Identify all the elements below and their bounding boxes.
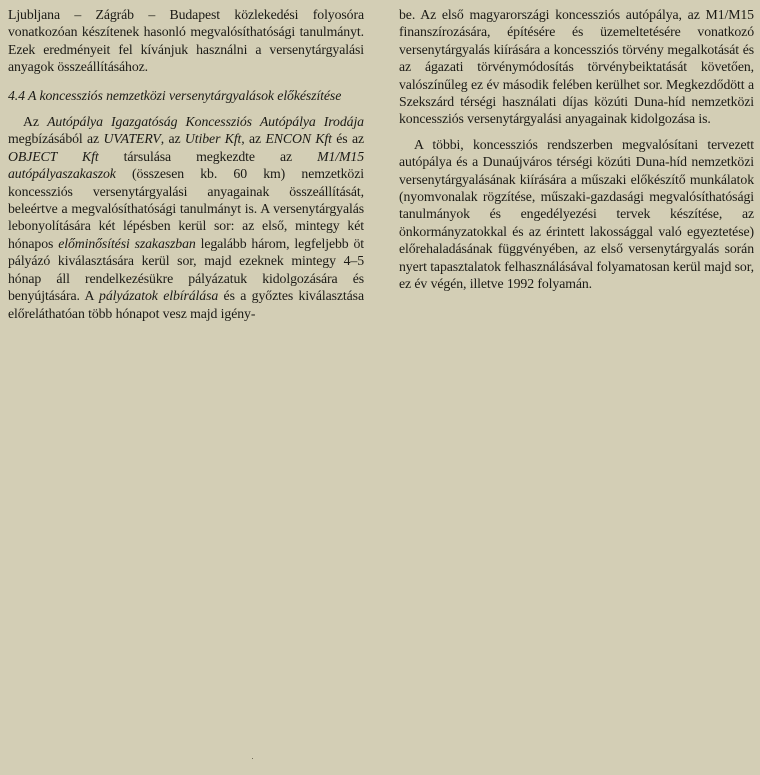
section-heading: 4.4 A koncessziós nemzetközi versenytárgyalások előkészítése bbox=[8, 87, 342, 103]
italic-run: Autópálya Igazgatóság Koncessziós Autópálya Irodája bbox=[47, 114, 364, 130]
scan-speck bbox=[252, 758, 253, 759]
text-run: megbízásából az bbox=[8, 131, 104, 147]
text-run: és a győztes kiválasztása előreláthatóan több hónapot vesz majd igény- bbox=[8, 288, 364, 321]
text-run: , az bbox=[241, 131, 266, 147]
text-run: társulása megkezdte az bbox=[98, 148, 318, 164]
italic-run: OBJECT Kft bbox=[8, 148, 99, 164]
text-run: és az bbox=[331, 131, 364, 147]
text-run: Az bbox=[23, 114, 48, 130]
italic-run: ENCON Kft bbox=[265, 131, 332, 147]
text-run: , az bbox=[160, 131, 185, 147]
text-run: (összesen kb. 60 km) nemzetközi koncessziós versenytárgyalási anyagainak összeállítását, beleértve a megvalósíthatósági tanulmányt is. A versenytárgyalás lebonyolítására két lépésben kerül sor: az első, mintegy két hónapos bbox=[8, 166, 364, 251]
italic-run: M1/M15 autópályaszakaszok bbox=[8, 148, 364, 182]
italic-run: Utiber Kft bbox=[184, 131, 242, 147]
text-run: legalább három, legfeljebb öt pályázó kiválasztására kerül sor, majd ezeknek mintegy 4–5 hónap áll rendelkezésükre pályázatuk kidolgozására és benyújtására. A bbox=[8, 235, 364, 304]
section-paragraph bbox=[8, 113, 364, 322]
italic-run: előminősítési szakaszban bbox=[58, 235, 196, 251]
italic-run: pályázatok elbírálása bbox=[99, 288, 219, 304]
left-column bbox=[8, 6, 364, 322]
second-paragraph: A többi, koncessziós rendszerben megvalósítani tervezett autópálya és a Dunaújváros térségi közúti Duna-híd nemzetközi versenytárgyalásának kiírására a műszaki előkészítő munkálatok (nyomvonalak rögzítése, műszaki-gazdasági megvalósíthatósági tanulmányok és engedélyezési tervek készítése, az önkormányzatokkal és az érintett lakossággal való egyeztetése) előrehaladásának függvényében, az első versenytárgyalás során nyert tapasztalatok felhasználásával folyamatosan kerül majd sor, ez év végén, illetve 1992 folyamán. bbox=[399, 136, 754, 292]
right-column bbox=[399, 6, 754, 293]
intro-paragraph: Ljubljana – Zágráb – Budapest közlekedési folyosóra vonatkozóan készítenek hasonló megvalósíthatósági tanulmányt. Ezek eredményeit fel kívánjuk használni a versenytárgyalási anyagok összeállításához. bbox=[8, 7, 364, 75]
continued-paragraph: be. Az első magyarországi koncessziós autópálya, az M1/M15 finanszírozására, építésére és üzemeltetésére vonatkozó versenytárgyalás kiírására a koncessziós törvény megalkotását és az ágazati törvénymódosítás törvénybeiktatását követően, valószínűleg ez év második felében kerülhet sor. Megkezdődött a Szekszárd térségi használati díjas közúti Duna-híd nemzetközi koncessziós versenytárgyalási anyagainak kidolgozása is. bbox=[399, 7, 754, 127]
italic-run: UVATERV bbox=[103, 131, 161, 147]
